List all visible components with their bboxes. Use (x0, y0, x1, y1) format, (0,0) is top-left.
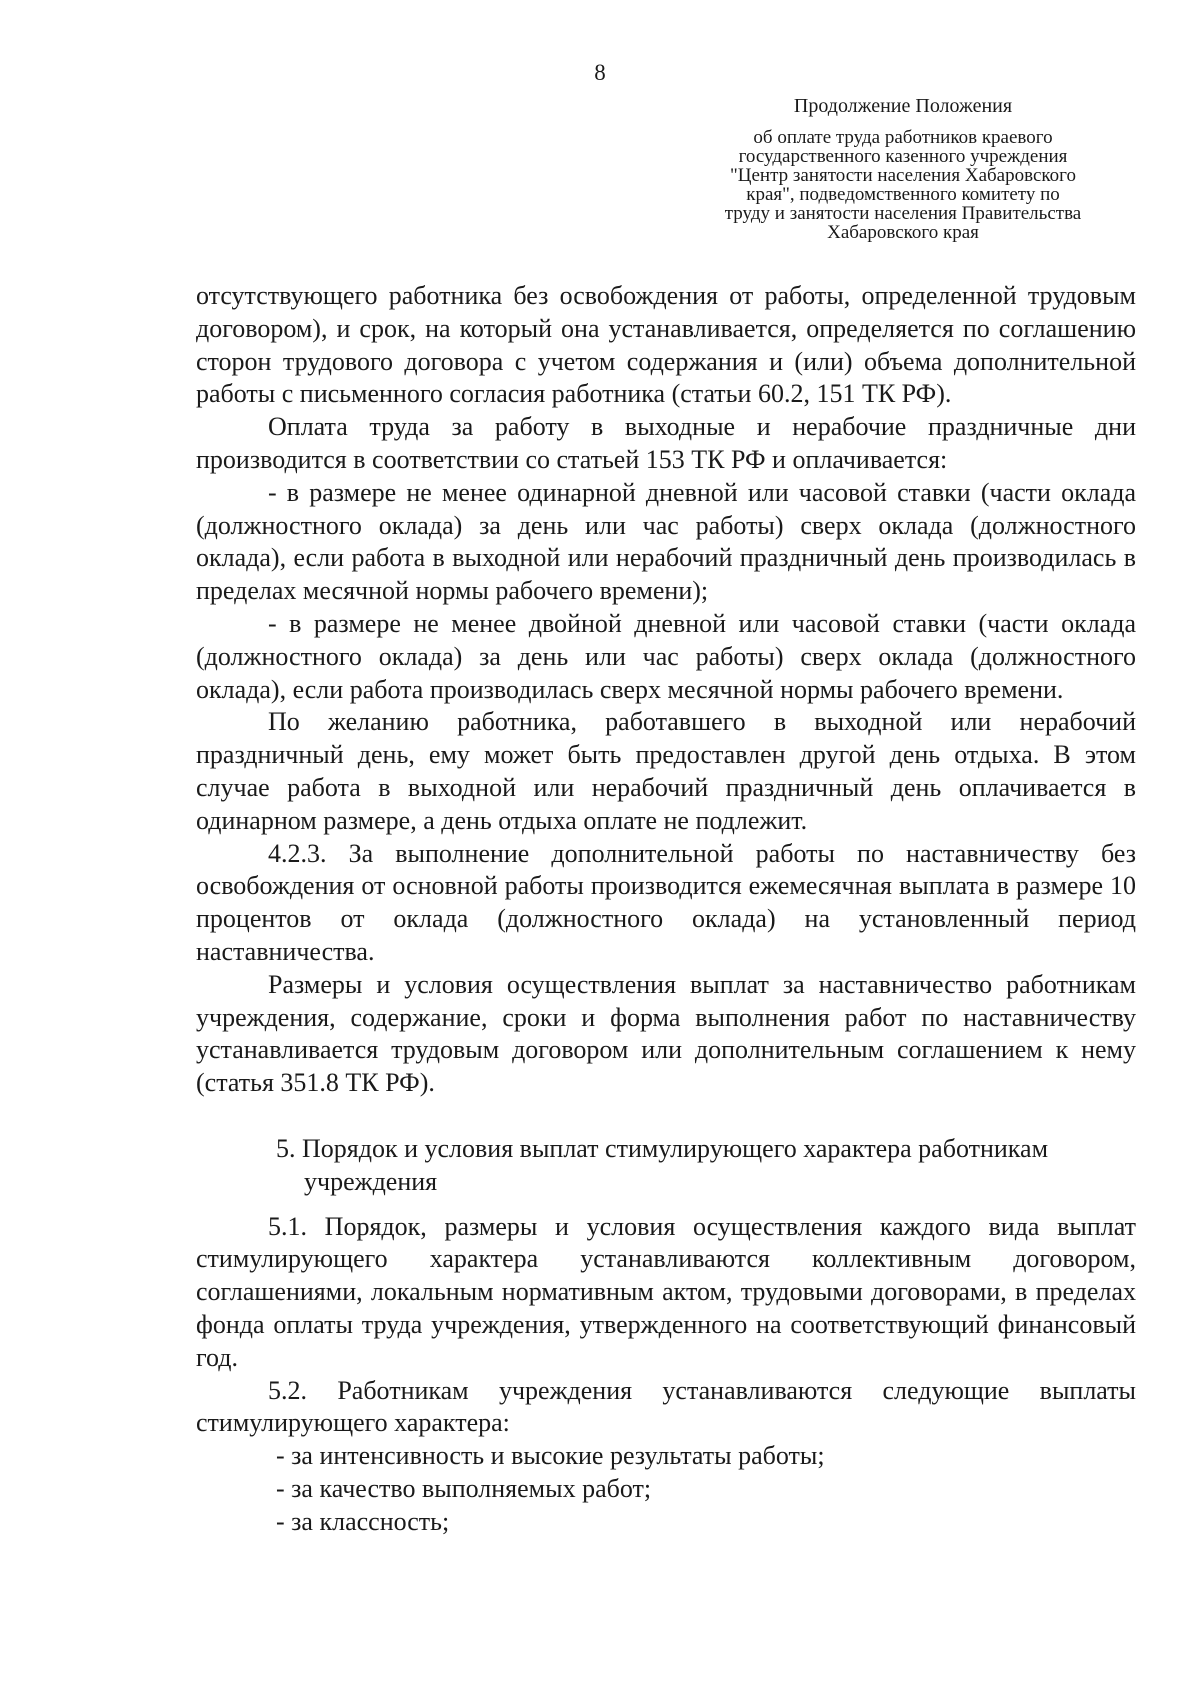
body-paragraph: 5.1. Порядок, размеры и условия осуществления каждого вида выплат стимулирующего характера устанавливаются коллективным договором, соглашениями, локальным нормативным актом, трудовыми договорами, в пределах фонда оплаты труда учреждения, утвержденного на соответствующий финансовый год. (196, 1211, 1136, 1372)
document-body (196, 280, 1136, 1538)
body-paragraph: Оплата труда за работу в выходные и нерабочие праздничные дни производится в соответствии со статьей 153 ТК РФ и оплачивается: (196, 412, 1136, 474)
body-paragraph: По желанию работника, работавшего в выходной или нерабочий праздничный день, ему может быть предоставлен другой день отдыха. В этом случае работа в выходной или нерабочий праздничный день оплачивается в одинарном размере, а день отдыха оплате не подлежит. (196, 707, 1136, 835)
body-paragraph: - в размере не менее одинарной дневной или часовой ставки (части оклада (должностного оклада) за день или час работы) сверх оклада (должностного оклада), если работа в выходной или нерабочий праздничный день производилась в пределах месячной нормы рабочего времени); (196, 477, 1136, 606)
body-paragraph: Размеры и условия осуществления выплат за наставничество работникам учреждения, содержание, сроки и форма выполнения работ по наставничеству устанавливается трудовым договором или дополнительным соглашением к нему (статья 351.8 ТК РФ). (196, 969, 1136, 1098)
header-subtitle-line: труду и занятости населения Правительства (724, 203, 1082, 224)
header-subtitle (668, 128, 1138, 242)
body-paragraph: 4.2.3. За выполнение дополнительной работы по наставничеству без освобождения от основной работы производится ежемесячная выплата в размере 10 процентов от оклада (должностного оклада) на установленный период наставничества. (196, 838, 1136, 966)
header-subtitle-line: об оплате труда работников краевого (753, 127, 1053, 148)
header-subtitle-line: "Центр занятости населения Хабаровского (730, 165, 1076, 186)
header-continuation: Продолжение Положения (793, 95, 1013, 117)
section-heading-line: учреждения (304, 1166, 438, 1196)
list-item: - за интенсивность и высокие результаты работы; (276, 1441, 825, 1471)
section-heading (196, 1133, 1136, 1199)
header-subtitle-line: края", подведомственного комитету по (746, 184, 1060, 205)
page-number: 8 (594, 60, 606, 85)
header-subtitle-line: государственного казенного учреждения (738, 146, 1068, 167)
body-paragraph: - в размере не менее двойной дневной или часовой ставки (части оклада (должностного оклада) за день или час работы) сверх оклада (должностного оклада), если работа производилась сверх месячной нормы рабочего времени. (196, 608, 1136, 704)
list-item: - за качество выполняемых работ; (276, 1473, 652, 1503)
header-subtitle-line: Хабаровского края (827, 222, 979, 243)
body-paragraph: 5.2. Работникам учреждения устанавливаются следующие выплаты стимулирующего характера: (196, 1375, 1136, 1438)
document-header (668, 97, 1138, 242)
body-paragraph: отсутствующего работника без освобождения от работы, определенной трудовым договором), и срок, на который она устанавливается, определяется по соглашению сторон трудового договора с учетом содержания и (или) объема дополнительной работы с письменного согласия работника (статьи 60.2, 151 ТК РФ). (196, 281, 1136, 409)
list-item: - за классность; (276, 1506, 450, 1536)
section-heading-line: 5. Порядок и условия выплат стимулирующего характера работникам (276, 1133, 1049, 1163)
